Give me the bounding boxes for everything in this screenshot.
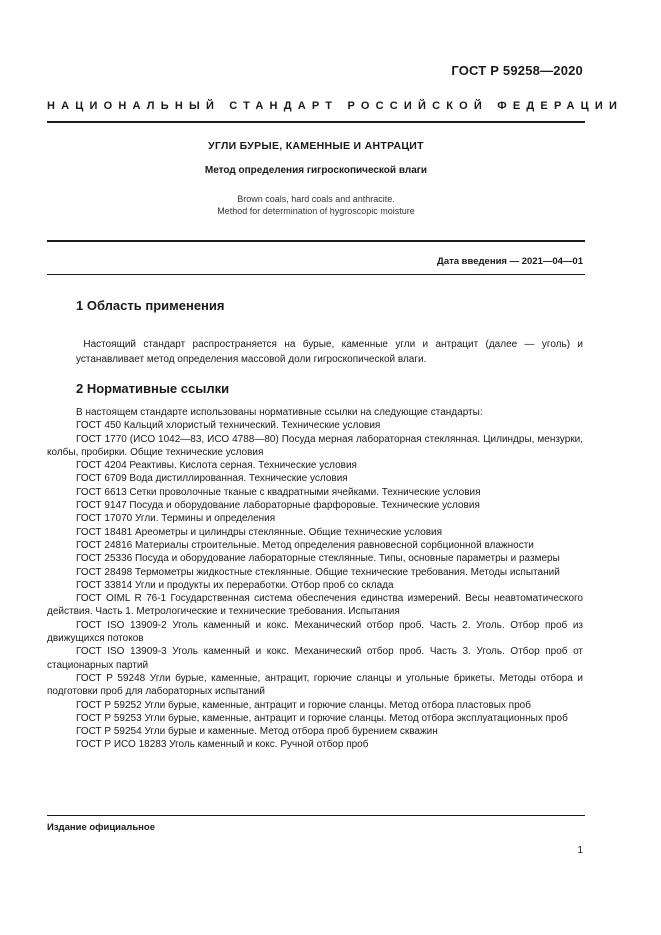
section-1-text (76, 337, 583, 367)
references-lead: В настоящем стандарте использованы нормативные ссылки на следующие стандарты: (76, 407, 483, 418)
reference-item: ГОСТ 4204 Реактивы. Кислота серная. Технические условия (76, 460, 357, 472)
reference-item: ГОСТ 6709 Вода дистиллированная. Технические условия (76, 473, 348, 485)
official-edition-label: Издание официальное (47, 822, 155, 833)
english-title (47, 193, 585, 217)
section-2-heading: 2 Нормативные ссылки (76, 381, 230, 396)
page-number: 1 (577, 845, 583, 856)
reference-item: ГОСТ 17070 Угли. Термины и определения (76, 513, 276, 525)
reference-item: ГОСТ ISO 13909-3 Уголь каменный и кокс. Механический отбор проб. Часть 3. Уголь. Отбор проб от стационарных партий (47, 646, 583, 671)
reference-item: ГОСТ 6613 Сетки проволочные тканые с квадратными ячейками. Технические условия (76, 486, 481, 498)
english-title-line-2: Method for determination of hygroscopic moisture (217, 206, 415, 216)
footer-divider (47, 815, 585, 816)
reference-item: ГОСТ 450 Кальций хлористый технический. Технические условия (76, 420, 381, 432)
reference-item: ГОСТ Р 59252 Угли бурые, каменные, антрацит и горючие сланцы. Метод отбора пластовых проб (76, 699, 531, 711)
reference-item: ГОСТ 33814 Угли и продукты их переработки. Отбор проб со склада (76, 579, 394, 591)
english-title-line-1: Brown coals, hard coals and anthracite. (237, 194, 395, 204)
document-code: ГОСТ Р 59258—2020 (451, 63, 583, 78)
header-divider (47, 121, 585, 123)
date-divider (47, 274, 585, 275)
reference-item: ГОСТ ISO 13909-2 Уголь каменный и кокс. Механический отбор проб. Часть 2. Уголь. Отбор проб из движущихся потоков (47, 619, 583, 645)
reference-item: ГОСТ 28498 Термометры жидкостные стеклянные. Общие технические требования. Методы испытаний (76, 566, 560, 578)
document-subtitle: Метод определения гигроскопической влаги (204, 165, 428, 176)
section-1-heading: 1 Область применения (76, 298, 225, 313)
document-title: УГЛИ БУРЫЕ, КАМЕННЫЕ И АНТРАЦИТ (208, 140, 424, 152)
title-divider (47, 240, 585, 242)
reference-item: ГОСТ Р 59254 Угли бурые и каменные. Метод отбора проб бурением скважин (76, 726, 438, 738)
reference-item: ГОСТ 9147 Посуда и оборудование лабораторные фарфоровые. Технические условия (76, 500, 480, 512)
national-standard-title: НАЦИОНАЛЬНЫЙ СТАНДАРТ РОССИЙСКОЙ ФЕДЕРАЦИИ (47, 100, 624, 112)
section-1-body: Настоящий стандарт распространяется на бурые, каменные угли и антрацит (далее — уголь) и устанавливает метод определения массовой доли гигроскопической влаги. (76, 339, 583, 365)
reference-item: ГОСТ Р 59248 Угли бурые, каменные, антрацит, горючие сланцы и угольные брикеты. Методы отбора и подготовки проб для лабораторных испытаний (47, 672, 583, 698)
reference-item: ГОСТ OIML R 76-1 Государственная система обеспечения единства измерений. Весы неавтоматического действия. Часть 1. Метрологические и технические требования. Испытания (47, 593, 583, 618)
reference-item: ГОСТ 18481 Ареометры и цилиндры стеклянные. Общие технические условия (76, 526, 443, 538)
reference-item: ГОСТ Р ИСО 18283 Уголь каменный и кокс. Ручной отбор проб (76, 739, 369, 751)
reference-item: ГОСТ 25336 Посуда и оборудование лабораторные стеклянные. Типы, основные параметры и размеры (76, 553, 560, 565)
introduction-date: Дата введения — 2021—04—01 (437, 256, 583, 267)
normative-references-list (47, 406, 583, 752)
reference-item: ГОСТ Р 59253 Угли бурые, каменные, антрацит и горючие сланцы. Метод отбора эксплуатационных проб (76, 712, 568, 724)
reference-item: ГОСТ 24816 Материалы строительные. Метод определения равновесной сорбционной влажности (76, 539, 534, 551)
reference-item: ГОСТ 1770 (ИСО 1042—83, ИСО 4788—80) Посуда мерная лабораторная стеклянная. Цилиндры, мензурки, колбы, пробирки. Общие технические условия (47, 433, 583, 458)
